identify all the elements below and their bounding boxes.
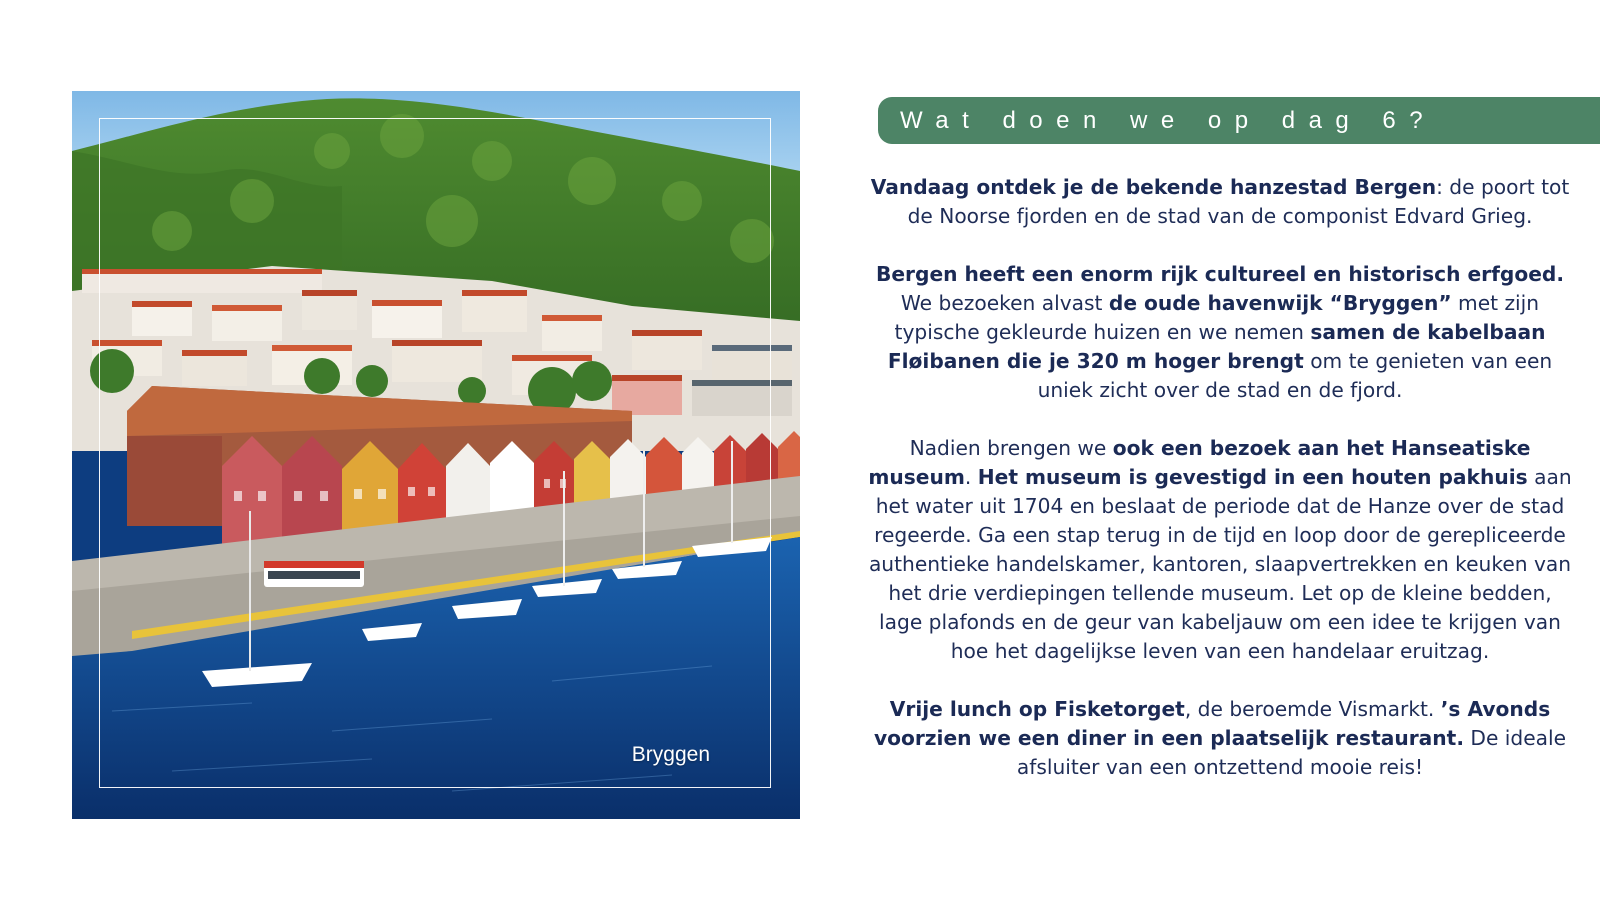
day-description <box>866 173 1574 782</box>
body-text: . <box>964 465 978 489</box>
paragraph-heritage <box>866 260 1574 405</box>
bold-text: samen de kabelbaan Fløibanen die je 320 m hoger brengt <box>887 320 1546 373</box>
body-text: We bezoeken alvast <box>900 291 1109 315</box>
body-text: : de poort tot de Noorse fjorden en de stad van de componist Edvard Grieg. <box>907 175 1570 228</box>
body-text: om te genieten van een uniek zicht over de stad en de fjord. <box>1037 349 1553 402</box>
photo-caption: Bryggen <box>631 743 710 766</box>
bold-text: Het museum is gevestigd in een houten pakhuis <box>977 465 1528 489</box>
body-text: met zijn typische gekleurde huizen en we nemen <box>894 291 1540 344</box>
paragraph-lunch-dinner <box>866 695 1574 782</box>
bold-text: Vrije lunch op Fisketorget <box>889 697 1185 721</box>
day-banner <box>878 97 1600 144</box>
bold-text: Bergen heeft een enorm rijk cultureel en historisch erfgoed. <box>875 262 1565 286</box>
bold-text: ’s Avonds voorzien we een diner in een plaatselijk restaurant. <box>873 697 1551 750</box>
day-title: Wat doen we op dag 6? <box>900 107 1437 134</box>
paragraph-intro <box>866 173 1574 231</box>
body-text: De ideale afsluiter van een ontzettend mooie reis! <box>1016 726 1567 779</box>
bold-text: Vandaag ontdek je de bekende hanzestad Bergen <box>870 175 1437 199</box>
bold-text: ook een bezoek aan het Hanseatiske museum <box>868 436 1531 489</box>
body-text: Nadien brengen we <box>909 436 1113 460</box>
paragraph-museum <box>866 434 1574 666</box>
bryggen-illustration <box>72 91 800 819</box>
body-text: aan het water uit 1704 en beslaat de periode dat de Hanze over de stad regeerde. Ga een stap terug in de tijd en loop door de gerepliceerde authentieke handelskamer, kantoren, slaapvertrekken en keuken van het drie verdiepingen tellende museum. Let op de kleine bedden, lage plafonds en de geur van kabeljauw om een idee te krijgen van hoe het dagelijkse leven van een handelaar eruitzag. <box>868 465 1572 663</box>
bryggen-photo <box>72 91 800 819</box>
bold-text: de oude havenwijk “Bryggen” <box>1108 291 1452 315</box>
body-text: , de beroemde Vismarkt. <box>1184 697 1441 721</box>
